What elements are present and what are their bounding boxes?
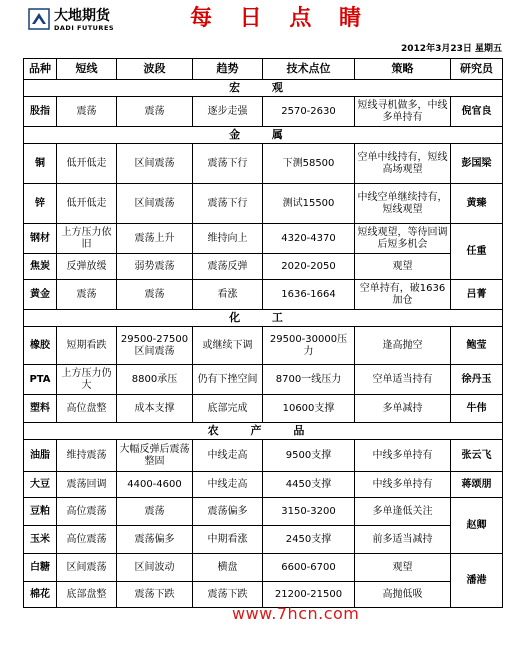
cell-band: 成本支撑 [117,395,193,423]
table-header-row [24,59,503,80]
cell-item: 钢材 [24,224,57,254]
cell-band: 8800承压 [117,365,193,395]
table-row [24,554,503,582]
cell-strategy: 高抛低吸 [355,582,451,608]
cell-researcher: 吕菁 [451,280,503,310]
cell-short: 区间震荡 [57,554,117,582]
cell-strategy: 观望 [355,254,451,280]
column-header: 波段 [117,59,193,80]
section-row [24,423,503,440]
table-row [24,395,503,423]
cell-band: 区间震荡 [117,144,193,184]
cell-item: 黄金 [24,280,57,310]
table-row [24,472,503,498]
cell-tech: 2450支撑 [263,526,355,554]
cell-trend: 震荡偏多 [193,498,263,526]
column-header: 品种 [24,59,57,80]
table-row [24,254,503,280]
cell-tech: 2570-2630 [263,97,355,127]
table-row [24,440,503,472]
cell-tech: 10600支撑 [263,395,355,423]
cell-short: 高位震荡 [57,498,117,526]
section-row [24,310,503,327]
cell-strategy: 空单适当持有 [355,365,451,395]
cell-item: 白糖 [24,554,57,582]
column-header: 研究员 [451,59,503,80]
cell-item: 铜 [24,144,57,184]
cell-researcher: 张云飞 [451,440,503,472]
cell-tech: 4450支撑 [263,472,355,498]
cell-short: 上方压力仍大 [57,365,117,395]
column-header: 趋势 [193,59,263,80]
cell-researcher: 倪官良 [451,97,503,127]
table-row [24,144,503,184]
cell-band: 大幅反弹后震荡整固 [117,440,193,472]
cell-strategy: 多单逢低关注 [355,498,451,526]
cell-trend: 看涨 [193,280,263,310]
table-row [24,498,503,526]
cell-band: 29500-27500区间震荡 [117,327,193,365]
cell-band: 震荡上升 [117,224,193,254]
cell-band: 震荡下跌 [117,582,193,608]
cell-tech: 2020-2050 [263,254,355,280]
cell-strategy: 观望 [355,554,451,582]
table-row [24,280,503,310]
cell-item: 玉米 [24,526,57,554]
page-title: 每 日 点 睛 [190,6,371,31]
cell-short: 上方压力依旧 [57,224,117,254]
cell-trend: 横盘 [193,554,263,582]
cell-strategy: 多单减持 [355,395,451,423]
table-row [24,365,503,395]
cell-tech: 29500-30000压力 [263,327,355,365]
cell-researcher: 潘港 [451,554,503,608]
cell-researcher: 任重 [451,224,503,280]
cell-item: 橡胶 [24,327,57,365]
table-row [24,224,503,254]
cell-band: 区间波动 [117,554,193,582]
section-row [24,80,503,97]
cell-researcher: 徐丹玉 [451,365,503,395]
cell-item: PTA [24,365,57,395]
cell-tech: 8700一线压力 [263,365,355,395]
cell-strategy: 前多适当减持 [355,526,451,554]
cell-short: 震荡 [57,97,117,127]
cell-strategy: 逢高抛空 [355,327,451,365]
cell-trend: 逐步走强 [193,97,263,127]
cell-short: 低开低走 [57,184,117,224]
cell-item: 焦炭 [24,254,57,280]
cell-researcher: 蒋颂朋 [451,472,503,498]
cell-short: 反弹放缓 [57,254,117,280]
cell-trend: 震荡下行 [193,144,263,184]
cell-short: 短期看跌 [57,327,117,365]
company-logo [28,8,138,34]
cell-trend: 震荡下行 [193,184,263,224]
cell-strategy: 空单持有，破1636加仓 [355,280,451,310]
cell-strategy: 中线空单继续持有，短线观望 [355,184,451,224]
cell-item: 棉花 [24,582,57,608]
cell-band: 震荡 [117,498,193,526]
table-row [24,97,503,127]
cell-band: 震荡 [117,280,193,310]
cell-strategy: 中线多单持有 [355,440,451,472]
cell-short: 底部盘整 [57,582,117,608]
table-row [24,184,503,224]
cell-item: 豆粕 [24,498,57,526]
market-table [23,58,503,608]
cell-trend: 维持向上 [193,224,263,254]
cell-tech: 测试15500 [263,184,355,224]
cell-band: 4400-4600 [117,472,193,498]
cell-strategy: 短线观望，等待回调后短多机会 [355,224,451,254]
dadi-logo-icon [28,8,50,30]
cell-band: 震荡 [117,97,193,127]
cell-researcher: 鲍莹 [451,327,503,365]
cell-band: 弱势震荡 [117,254,193,280]
cell-tech: 4320-4370 [263,224,355,254]
cell-tech: 9500支撑 [263,440,355,472]
cell-strategy: 短线寻机做多，中线多单持有 [355,97,451,127]
header [0,0,508,38]
cell-tech: 1636-1664 [263,280,355,310]
cell-band: 震荡偏多 [117,526,193,554]
column-header: 策略 [355,59,451,80]
section-title: 宏 观 [24,80,503,97]
cell-item: 大豆 [24,472,57,498]
cell-short: 高位震荡 [57,526,117,554]
cell-trend: 中线走高 [193,440,263,472]
cell-short: 低开低走 [57,144,117,184]
section-title: 金 属 [24,127,503,144]
watermark-url: www.7hcn.com [232,604,360,623]
cell-band: 区间震荡 [117,184,193,224]
cell-trend: 中线走高 [193,472,263,498]
report-date: 2012年3月23日 星期五 [401,44,502,54]
table-row [24,526,503,554]
section-title: 化 工 [24,310,503,327]
logo-english-name: DADI FUTURES [54,24,115,32]
cell-trend: 中期看涨 [193,526,263,554]
cell-item: 股指 [24,97,57,127]
cell-short: 维持震荡 [57,440,117,472]
cell-trend: 底部完成 [193,395,263,423]
cell-trend: 震荡反弹 [193,254,263,280]
cell-strategy: 中线多单持有 [355,472,451,498]
column-header: 技术点位 [263,59,355,80]
cell-tech: 3150-3200 [263,498,355,526]
cell-short: 震荡回调 [57,472,117,498]
cell-tech: 下测58500 [263,144,355,184]
cell-researcher: 彭国梁 [451,144,503,184]
cell-tech: 6600-6700 [263,554,355,582]
cell-researcher: 黄臻 [451,184,503,224]
section-title: 农 产 品 [24,423,503,440]
cell-researcher: 牛伟 [451,395,503,423]
cell-short: 震荡 [57,280,117,310]
cell-trend: 震荡下跌 [193,582,263,608]
table-row [24,327,503,365]
cell-item: 锌 [24,184,57,224]
logo-chinese-name: 大地期货 [54,8,110,24]
column-header: 短线 [57,59,117,80]
cell-item: 塑料 [24,395,57,423]
cell-strategy: 空单中线持有，短线高场观望 [355,144,451,184]
cell-trend: 仍有下挫空间 [193,365,263,395]
cell-researcher: 赵卿 [451,498,503,554]
cell-short: 高位盘整 [57,395,117,423]
cell-item: 油脂 [24,440,57,472]
cell-tech: 21200-21500 [263,582,355,608]
section-row [24,127,503,144]
cell-trend: 或继续下调 [193,327,263,365]
